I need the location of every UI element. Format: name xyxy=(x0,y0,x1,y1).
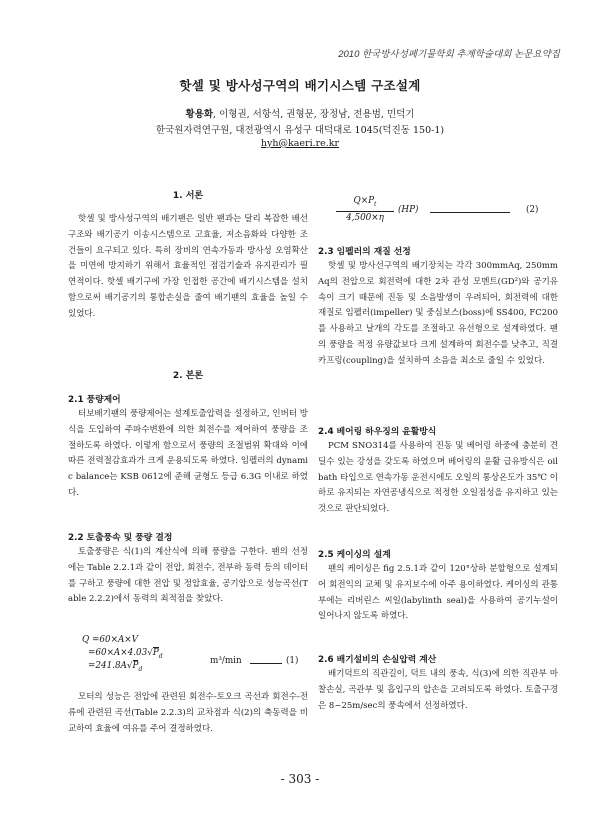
flow-control-paragraph: 터보배기팬의 풍량제어는 설계토출압력을 설정하고, 인버터 방식을 도입하여 주파수변환에 의한 회전수를 제어하여 풍량을 조절하도록 하였다. 이렇게 함으로서 풍량의 조절범위 확대와 이에 따른 전력절감효과가 크게 운용되도록 하였다. 임펠러의 dynamic balance는 KSB 0612에 준해 균형도 등급 6.3G 이내로 하였다. xyxy=(68,409,308,498)
eq2-number: (2) xyxy=(526,205,539,215)
section-heading-casing: 2.5 케이싱의 설계 xyxy=(318,550,391,560)
eq2-fraction-bar xyxy=(336,211,394,212)
pressure-loss-paragraph: 배기덕트의 직관길이, 덕트 내의 풍속, 식(3)에 의한 직관부 마찰손실, 곡관부 및 흡입구의 압손을 고려되도록 하였다. 토출구경은 8~25m/sec의 풍속에서 선정하였다. xyxy=(318,669,558,711)
first-author: 황용화 xyxy=(185,109,214,120)
eq2-numerator: $Q\times P_t$ xyxy=(353,196,377,208)
intro-paragraph: 핫셀 및 방사성구역의 배기팬은 일반 팬과는 달리 복잡한 배선구조와 배기공기 이송시스템으로 고효율, 저소음화와 다양한 조건들이 요구되고 있다. 특히 장비의 연속가동과 방사성 오염확산을 미연에 방지하기 위해서 효율적인 점검기술과 유지관리가 필연적이다. 핫셀 배기구에 가장 인접한 공간에 배기시스템을 설치함으로써 배기공기의 통합손실을 줄여 배기팬의 효율을 높일 수 있었다. xyxy=(68,214,308,319)
author-list xyxy=(0,106,600,120)
motor-paragraph: 모터의 성능은 전압에 관련된 회전수-토오크 곡선과 회전수-전류에 관련된 곡선(Table 2.2.3)의 교차점과 식(2)의 축동력을 비교하여 효율에 여유를 주어 결정하였다. xyxy=(68,692,308,734)
eq1-unit: m³/min xyxy=(210,656,242,666)
eq2-leader-line xyxy=(430,212,510,213)
section-heading-discharge: 2.2 토출풍속 및 풍량 결정 xyxy=(68,533,173,543)
section-heading-pressure-loss: 2.6 배기설비의 손실압력 계산 xyxy=(318,655,437,665)
eq1-leader-line xyxy=(250,663,282,664)
running-header: 2010 한국방사성폐기물학회 추계학술대회 논문요약집 xyxy=(338,49,560,60)
page-number: - 303 - xyxy=(280,772,320,786)
email-link[interactable]: hyh@kaeri.re.kr xyxy=(260,138,340,149)
bearing-paragraph: PCM SNO314를 사용하여 진동 및 베어링 하중에 충분히 견딜수 있는 강성을 갖도록 하였으며 베어링의 윤활 급유방식은 oil bath 타입으로 연속가동 운전시에도 오일의 통상온도가 35℃ 이하로 유지되는 자연공냉식으로 적정한 오일점성을 유지하고 있는 것으로 판단되었다. xyxy=(318,441,558,515)
co-authors: , 이형권, 서항석, 권형문, 장정남, 전용범, 민덕기 xyxy=(213,109,415,120)
eq1-line2: $=60\times A\times 4.03√P_d$ xyxy=(88,648,163,660)
eq2-denominator: 4,500×η xyxy=(346,213,384,223)
affiliation: 한국원자력연구원, 대전광역시 유성구 대덕대로 1045(덕진동 150-1) xyxy=(155,125,445,136)
section-heading-flow-control: 2.1 풍량제어 xyxy=(68,395,121,405)
impeller-paragraph: 핫셀 및 방사선구역의 배기장치는 각각 300mmAq, 250mmAq의 전압으로 회전력에 대한 2차 관성 모멘트(GD²)와 공기유속이 크기 때문에 진동 및 소음발생이 우려되어, 회전력에 대한 재질로 임펠러(impeller) 및 중심보스(boss)에 SS400, FC200를 사용하고 날개의 각도를 조절하고 유선형으로 설계하였다. 팬의 풍량을 적정 유량값보다 크게 설계하여 회전수를 낮추고, 직결 카프링(coupling)을 설치하여 소음을 최소로 줄일 수 있었다. xyxy=(318,261,558,366)
eq1-line1: Q =60×A×V xyxy=(82,635,139,645)
eq1-number: (1) xyxy=(286,656,299,666)
section-heading-intro: 1. 서론 xyxy=(172,191,204,201)
discharge-paragraph: 토출풍량은 식(1)의 계산식에 의해 풍량을 구한다. 팬의 선정에는 Table 2.2.1과 같이 전압, 회전수, 전부하 동력 등의 데이터를 구하고 풍량에 대한 전압 및 정압효율, 공기압으로 성능곡선(Table 2.2.2)에서 동력의 최적점을 찾았다. xyxy=(68,547,308,605)
eq1-line3: $=241.8A√P_d$ xyxy=(88,661,143,673)
section-heading-impeller: 2.3 임펠러의 재질 선정 xyxy=(318,247,411,257)
eq2-tail: (HP) xyxy=(398,205,419,215)
casing-paragraph: 팬의 케이싱은 fig 2.5.1과 같이 120°상하 분할형으로 설계되어 회전익의 교체 및 유지보수에 아주 용이하였다. 케이싱의 관통부에는 리버린스 씨일(labylinth seal)을 사용하여 공기누설이 일어나지 않도록 하였다. xyxy=(318,564,558,622)
section-heading-bearing: 2.4 베어링 하우징의 윤활방식 xyxy=(318,427,437,437)
paper-title: 핫셀 및 방사성구역의 배기시스템 구조설계 xyxy=(179,78,421,93)
section-heading-body: 2. 본론 xyxy=(172,371,204,381)
